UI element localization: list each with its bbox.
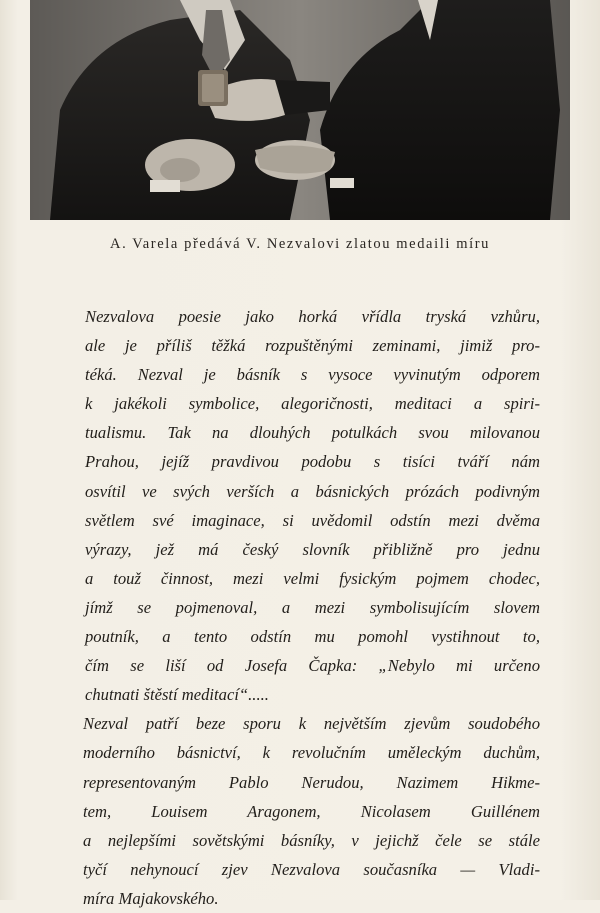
text-line: výrazy, jež má český slovník přibližně pro jednu — [85, 539, 540, 559]
text-line: representovaným Pablo Nerudou, Nazimem Hikme- — [83, 772, 540, 792]
text-line: poutník, a tento odstín mu pomohl vystihnout to, — [85, 627, 540, 647]
paragraph-2 — [83, 709, 540, 913]
photograph — [30, 0, 570, 220]
text-line: chutnati štěstí meditací“..... — [85, 685, 269, 705]
photo-caption: A. Varela předává V. Nezvalovi zlatou medaili míru — [110, 236, 490, 252]
text-line: tyčí nehynoucí zjev Nezvalova současníka — Vladi- — [83, 859, 540, 879]
text-line: k jakékoli symbolice, alegoričnosti, meditaci a spiri- — [85, 394, 540, 414]
text-line: míra Majakovského. — [83, 888, 219, 908]
text-line: světlem své imaginace, si uvědomil odstín mezi dvěma — [85, 510, 540, 530]
text-line: moderního básnictví, k revolučním uměleckým duchům, — [83, 743, 540, 763]
photo-two-men-medal-icon — [30, 0, 570, 220]
text-line: téká. Nezval je básník s vysoce vyvinutým odporem — [85, 365, 540, 385]
text-line: Nezvalova poesie jako horká vřídla tryská vzhůru, — [85, 307, 540, 326]
text-line: ale je příliš těžká rozpuštěnými zeminami, jimiž pro- — [85, 336, 540, 356]
text-line: osvítil ve svých verších a básnických prózách podivným — [85, 481, 540, 501]
paragraph-1 — [85, 302, 540, 709]
text-line: čím se liší od Josefa Čapka: „Nebylo mi určeno — [85, 656, 540, 676]
text-line: Nezval patří beze sporu k největším zjevům soudobého — [83, 714, 540, 734]
text-line: jímž se pojmenoval, a mezi symbolisujícím slovem — [85, 597, 540, 617]
text-line: a nejlepšími sovětskými básníky, v jejichž čele se stále — [83, 830, 540, 850]
text-line: tem, Louisem Aragonem, Nicolasem Guillénem — [83, 801, 540, 821]
article-body — [85, 302, 540, 913]
text-line: tualismu. Tak na dlouhých potulkách svou milovanou — [85, 423, 540, 443]
text-line: Prahou, jejíž pravdivou podobu s tisíci tváří nám — [85, 452, 540, 472]
text-line: a touž činnost, mezi velmi fysickým pojmem chodec, — [85, 568, 540, 588]
